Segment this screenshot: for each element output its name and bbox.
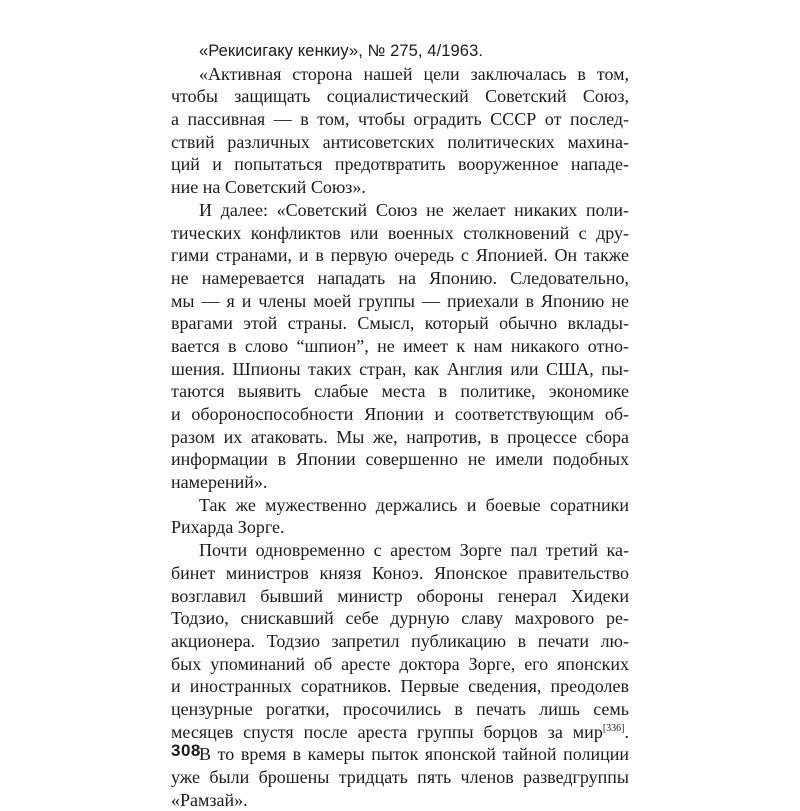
footnote-reference[interactable]: [336] (602, 722, 625, 734)
text-line: не намеревается нападать на Японию. Следовательно, (171, 267, 629, 288)
text-line: мы — я и члены моей группы — приехали в Японию не (171, 290, 629, 311)
text-line: Тодзио, снискавший себе дурную славу махрового ре- (171, 608, 629, 629)
text-line: ние на Советский Союз». (171, 177, 366, 198)
text-line: возглавил бывший министр обороны генерал Хидеки (171, 585, 629, 606)
text-line: Рихарда Зорге. (171, 517, 285, 538)
text-line: информации в Японии совершенно не имели подобных (171, 449, 629, 470)
sentence-end: . (624, 721, 629, 742)
text-line: шения. Шпионы таких стран, как Англия или США, пы- (171, 358, 629, 379)
text-line: намерений». (171, 472, 268, 493)
text-line-with-footnote (171, 721, 629, 744)
text-line: вается в слово “шпион”, не имеет к нам никакого отно- (171, 335, 629, 356)
text-line-content: месяцев спустя после ареста группы борцов за мир (171, 721, 603, 742)
text-line: цензурные рогатки, просочились в печать лишь семь (171, 698, 629, 719)
text-line: гими странами, и в первую очередь с Японией. Он также (171, 245, 629, 266)
text-line: чтобы защищать социалистический Советский Союз, (171, 86, 629, 107)
citation-line: «Рекисигаку кенкиу», № 275, 4/1963. (199, 42, 484, 60)
book-page (171, 40, 629, 810)
text-line: и обороноспособности Японии и соответствующим об- (171, 404, 629, 424)
text-line: «Рамзай». (171, 789, 248, 810)
text-line: тических конфликтов или военных столкновений с дру- (171, 222, 629, 243)
text-line: акционера. Тодзио запретил публикацию в печати лю- (171, 630, 629, 651)
text-line: таются выявить слабые места в политике, экономике (171, 381, 629, 402)
text-line: Так же мужественно держались и боевые соратники (199, 494, 629, 515)
text-line: врагами этой страны. Смысл, который обычно вклады- (171, 313, 629, 334)
text-line: «Активная сторона нашей цели заключалась в том, (199, 63, 629, 84)
text-line: разом их атаковать. Мы же, напротив, в процессе сбора (171, 426, 629, 447)
page-number: 308 (171, 741, 201, 760)
text-line: В то время в камеры пыток японской тайной полиции (199, 744, 629, 765)
page-text (171, 40, 629, 811)
text-line: ций и попытаться предотвратить вооруженное нападе- (171, 154, 629, 175)
text-line: и иностранных соратников. Первые сведения, преодолев (171, 676, 629, 697)
text-line: И далее: «Советский Союз не желает никаких поли- (199, 199, 629, 220)
text-line: Почти одновременно с арестом Зорге пал третий ка- (199, 540, 629, 561)
text-line: ствий различных антисоветских политических махина- (171, 131, 629, 152)
text-line: бых упоминаний об аресте доктора Зорге, его японских (171, 653, 629, 674)
text-line: а пассивная — в том, чтобы оградить СССР от послед- (171, 109, 629, 130)
text-line: бинет министров князя Коноэ. Японское правительство (171, 562, 629, 583)
text-line: уже были брошены тридцать пять членов разведгруппы (171, 767, 629, 787)
